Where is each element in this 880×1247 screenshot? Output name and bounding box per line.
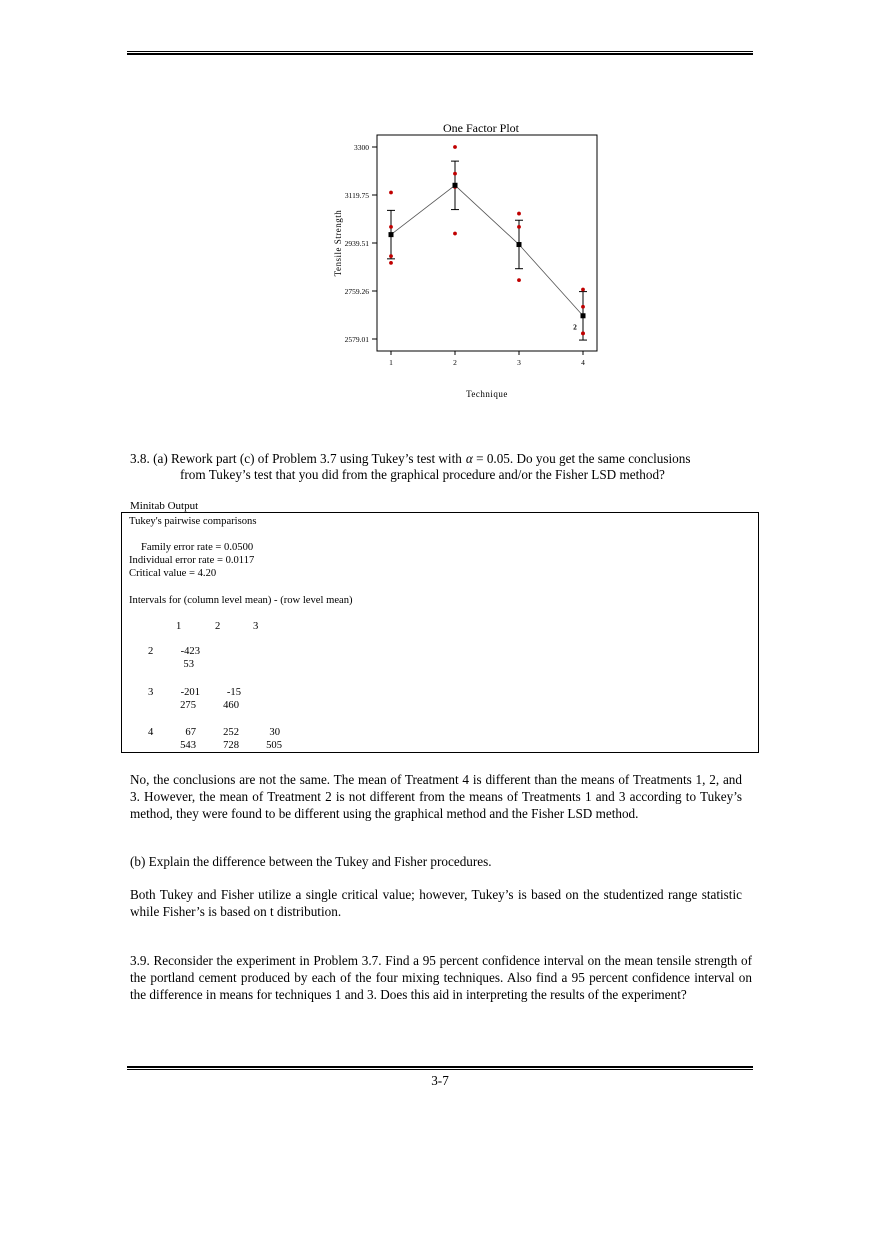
chart-annotations: [573, 323, 577, 332]
row-label-2: 2: [148, 646, 154, 657]
mean-points: [389, 183, 586, 318]
minitab-output-label: Minitab Output: [130, 500, 199, 512]
row-label-3: 3: [148, 687, 154, 698]
table-cell: -423: [180, 646, 200, 657]
x-axis-ticks: [389, 351, 585, 367]
critical-value: Critical value = 4.20: [129, 568, 217, 579]
footer-rule-thin: [127, 1069, 753, 1070]
answer-b-paragraph: Both Tukey and Fisher utilize a single critical value; however, Tukey’s is based on the studentized range statistic while Fisher’s is based on t distribution.: [130, 887, 742, 919]
col-header-2: 2: [215, 621, 221, 632]
observation-point: [453, 232, 457, 236]
table-cell: -201: [180, 687, 200, 698]
observation-point: [389, 254, 393, 258]
observation-points: [389, 145, 585, 335]
alpha-symbol: α: [465, 451, 473, 466]
table-cell: 275: [180, 700, 196, 711]
x-tick-label: 1: [389, 358, 393, 367]
problem-3-8-suffix: = 0.05. Do you get the same conclusions: [472, 451, 691, 466]
header-rule-thick: [127, 53, 753, 55]
plot-frame: [377, 135, 597, 351]
one-factor-plot: [320, 115, 620, 405]
table-cell: 67: [185, 727, 196, 738]
table-cell: 543: [180, 740, 196, 751]
x-tick-label: 3: [517, 358, 521, 367]
mean-point: [453, 183, 458, 188]
col-header-3: 3: [253, 621, 259, 632]
part-b-question: (b) Explain the difference between the Tukey and Fisher procedures.: [130, 854, 492, 869]
observation-point: [389, 261, 393, 265]
page-number: 3-7: [431, 1073, 449, 1088]
table-cell: 30: [269, 727, 280, 738]
y-tick-label: 3300: [354, 143, 369, 152]
individual-error-rate: Individual error rate = 0.0117: [129, 555, 255, 566]
col-header-1: 1: [176, 621, 182, 632]
minitab-title: Tukey's pairwise comparisons: [129, 516, 257, 527]
intervals-header: Intervals for (column level mean) - (row level mean): [129, 595, 353, 606]
observation-point: [389, 191, 393, 195]
mean-line: [391, 185, 583, 315]
answer-a-paragraph: No, the conclusions are not the same. The mean of Treatment 4 is different than the means of Treatments 1, 2, and 3. However, the mean of Treatment 2 is not different from the means of Treatments 1 and 3 according to Tukey’s method, they were found to be different using the graphical method and the Fisher LSD method.: [130, 772, 742, 821]
y-tick-label: 2759.26: [344, 286, 369, 296]
table-cell: -15: [226, 687, 241, 698]
x-tick-label: 4: [581, 358, 585, 367]
problem-3-8-line2: from Tukey’s test that you did from the graphical procedure and/or the Fisher LSD method?: [180, 467, 665, 482]
x-tick-label: 2: [453, 358, 457, 367]
problem-3-9-paragraph: 3.9. Reconsider the experiment in Problem 3.7. Find a 95 percent confidence interval on the mean tensile strength of the portland cement produced by each of the four mixing techniques. Also find a 95 percent confidence interval on the difference in means for techniques 1 and 3. Does this aid in interpreting the results of the experiment?: [130, 953, 752, 1002]
y-axis-label: Tensile Strength: [333, 209, 343, 277]
x-axis-label: Technique: [466, 389, 508, 399]
y-tick-label: 2939.51: [344, 238, 369, 248]
header-rule-thin: [127, 51, 753, 52]
observation-point: [517, 225, 521, 229]
table-cell: 252: [223, 727, 239, 738]
observation-point: [581, 332, 585, 336]
y-axis-ticks: [345, 143, 377, 344]
table-cell: 505: [266, 740, 282, 751]
problem-3-8-line1: [130, 450, 690, 467]
observation-point: [453, 145, 457, 149]
observation-point: [581, 288, 585, 292]
footer-rule-thick: [127, 1066, 753, 1068]
problem-3-8-prefix: 3.8. (a) Rework part (c) of Problem 3.7 using Tukey’s test with: [130, 451, 462, 466]
chart-title: One Factor Plot: [443, 121, 519, 135]
table-cell: 728: [223, 740, 239, 751]
error-bars: [387, 161, 587, 340]
family-error-rate: Family error rate = 0.0500: [141, 542, 254, 553]
observation-point: [517, 212, 521, 216]
mean-point: [389, 232, 394, 237]
observation-point: [453, 172, 457, 176]
observation-point: [389, 225, 393, 229]
mean-point: [517, 242, 522, 247]
mean-point: [581, 313, 586, 318]
point-count-annotation: 2: [573, 322, 577, 332]
y-tick-label: 2579.01: [344, 335, 369, 344]
table-cell: 460: [223, 700, 239, 711]
observation-point: [581, 305, 585, 309]
observation-point: [517, 278, 521, 282]
row-label-4: 4: [148, 727, 154, 738]
y-tick-label: 3119.75: [344, 191, 369, 201]
table-cell: 53: [183, 659, 194, 670]
